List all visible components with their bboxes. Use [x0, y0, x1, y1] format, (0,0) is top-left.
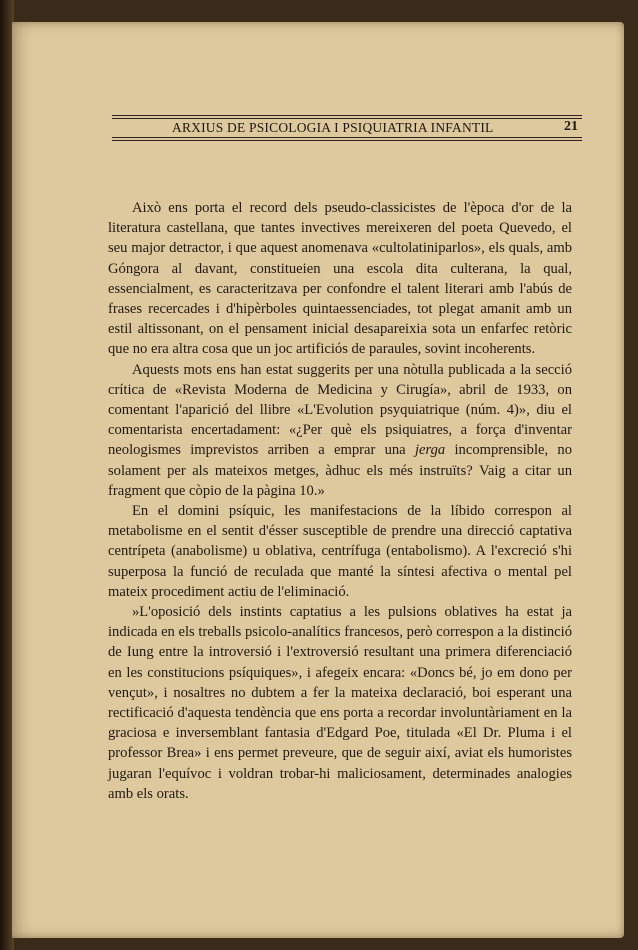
header-rule-top — [112, 115, 582, 116]
paragraph: Això ens porta el record dels pseudo-classicistes de l'època d'or de la literatura castellana, que tantes invectives mereixeren del poeta Quevedo, el seu major detractor, i que aquest anomenava «cultolatiniparlos», els quals, amb Góngora al davant, constitueien una escola dita culterana, la qual, essencialment, es caracteritzava per confondre el talent literari amb l'abús de frases recercades i d'hipèrboles quintaessenciades, tot plegat amanit amb un estil altissonant, on el pensament inicial desapareixia sota un enfarfec retòric que no era altra cosa que un joc artificiós de paraules, sovint incoherents. — [108, 200, 572, 358]
running-head — [112, 119, 582, 137]
page-number: 21 — [564, 119, 578, 134]
emphasized-word: jerga — [414, 442, 446, 459]
book-page — [12, 22, 624, 938]
header-rule-bottom-inner — [112, 137, 582, 138]
paragraph-text: incomprensible, no solament per als mateixos metges, àdhuc els més instruïts? Vaig a citar un fragment que còpio de la pàgina 10.» — [108, 442, 572, 499]
journal-title: ARXIUS DE PSICOLOGIA I PSIQUIATRIA INFANTIL — [172, 120, 494, 135]
paragraph-text: Aquests mots ens han estat suggerits per una nòtulla publicada a la secció crítica de «Revista Moderna de Medicina y Cirugía», abril de 1933, on comentant l'aparició del llibre «L'Evolution psyquiatrique (núm. 4)», diu el comentarista encertadament: «¿Per què els psiquiatres, a força d'inventar neologismes imprevistos arriben a emprar una — [108, 361, 572, 459]
paragraph: En el domini psíquic, les manifestacions de la líbido correspon al metabolisme en el sentit d'ésser susceptible de prendre una direcció captativa centrípeta (anabolisme) u oblativa, centrífuga (entabolismo). A l'excreció s'hi superposa la funció de reculada que manté la síntesi afectiva o mental pel mateix procediment actiu de l'eliminació. — [108, 503, 572, 600]
paragraph — [108, 360, 572, 501]
header-rule-bottom — [112, 140, 582, 141]
body-text — [108, 198, 572, 804]
paragraph: »L'oposició dels instints captatius a les pulsions oblatives ha estat ja indicada en els treballs psicolo-analítics francesos, però correspon a la distinció de Iung entre la introversió i l'extroversió resultant una primera diferenciació en les constitucions psíquiques», i afegeix encara: «Doncs bé, jo em dono per vençut», i nosaltres no dubtem a fer la mateixa declaració, boi esperant una rectificació d'aquesta tendència que ens porta a recordar involuntàriament en la graciosa e inversemblant fantasia d'Edgard Poe, titulada «El Dr. Pluma i el professor Brea» i ens permet preveure, que de seguir així, aviat els humoristes jugaran l'equívoc i voldran trobar-hi maliciosament, determinades analogies amb els orats. — [108, 604, 572, 802]
